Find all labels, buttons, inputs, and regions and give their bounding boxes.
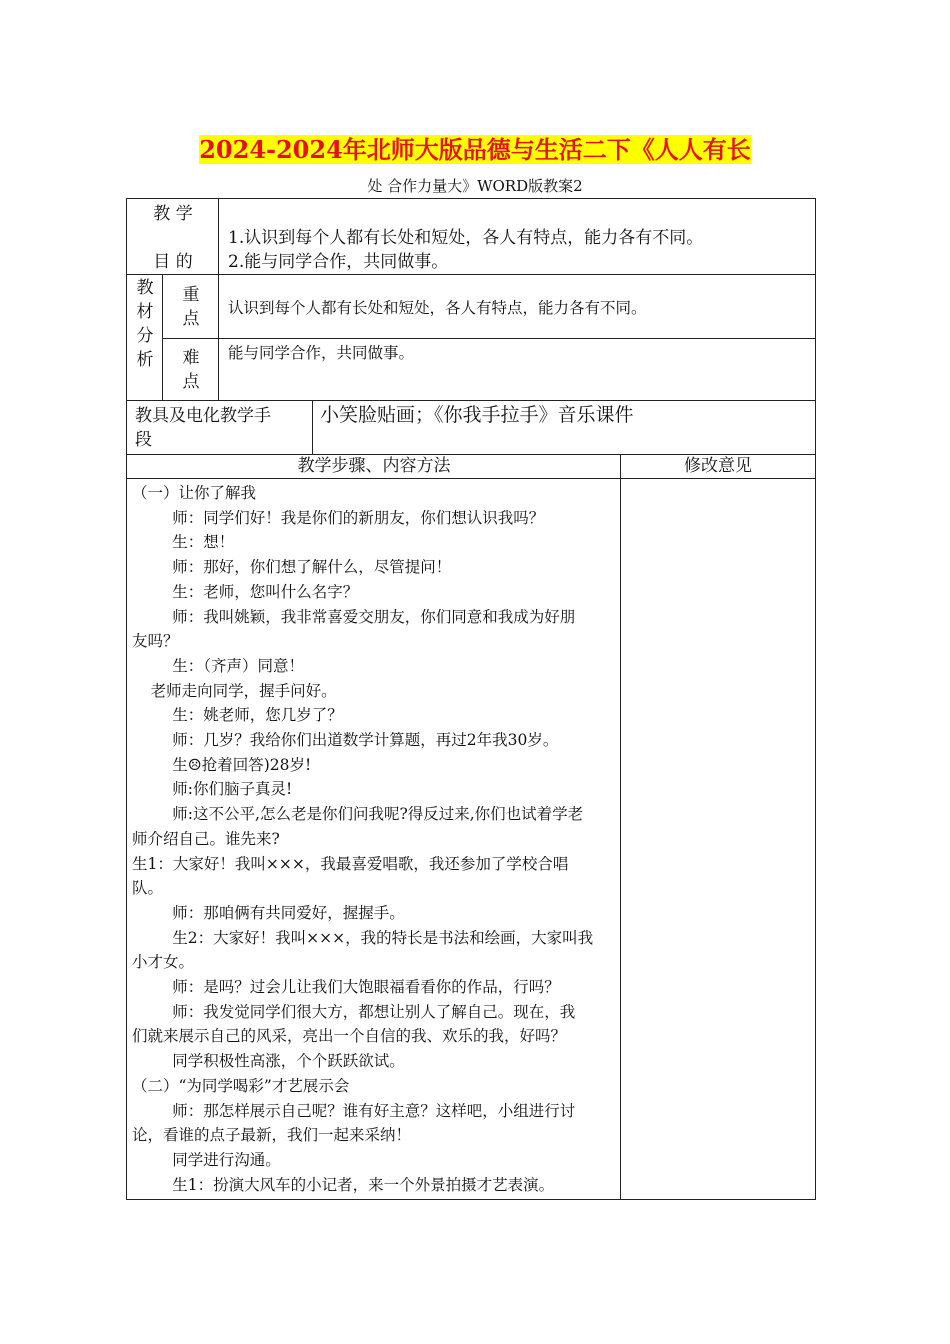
lesson-line: 生1：扮演大风车的小记者，来一个外景拍摄才艺表演。 xyxy=(172,1175,555,1194)
document-title xyxy=(0,134,950,166)
lesson-line: 师:你们脑子真灵! xyxy=(172,780,293,799)
analysis-label-char-3: 分 xyxy=(136,326,154,346)
lesson-line: 生2：大家好！我叫×××，我的特长是书法和绘画，大家叫我 xyxy=(172,928,594,947)
goal-item-1: 1.认识到每个人都有长处和短处，各人有特点，能力各有不同。 xyxy=(228,228,704,248)
lesson-line: （二）“为同学喝彩”才艺展示会 xyxy=(132,1076,350,1095)
lesson-line: 生☹抢着回答)28岁! xyxy=(172,755,312,774)
goal-item-2: 2.能与同学合作，共同做事。 xyxy=(228,252,449,272)
lesson-line: 同学积极性高涨，个个跃跃欲试。 xyxy=(172,1052,405,1071)
lesson-line: （一）让你了解我 xyxy=(132,484,257,502)
analysis-label-char-4: 析 xyxy=(136,350,154,370)
difficulty-label-char-2: 点 xyxy=(182,372,200,392)
lesson-line: 论，看谁的点子最新，我们一起来采纳！ xyxy=(132,1126,412,1145)
lesson-line: 师介绍自己。谁先来? xyxy=(132,829,280,848)
lesson-line: 师：那怎样展示自己呢？谁有好主意？这样吧，小组进行讨 xyxy=(172,1101,576,1120)
analysis-label-char-1: 教 xyxy=(136,278,154,298)
notes-cell xyxy=(622,481,814,1197)
title-line-1: 2024-2024年北师大版品德与生活二下《人人有长 xyxy=(199,135,751,164)
lesson-line: 师：那咱俩有共同爱好，握握手。 xyxy=(172,903,405,922)
key-point-label-char-2: 点 xyxy=(182,309,200,329)
lesson-line: 生：老师，您叫什么名字？ xyxy=(172,582,359,601)
analysis-label xyxy=(127,276,163,372)
lesson-line: 生：想！ xyxy=(172,533,235,552)
lesson-line: 队。 xyxy=(132,879,164,898)
lesson-line: 老师走向同学，握手问好。 xyxy=(150,681,337,700)
difficulty-label xyxy=(163,346,219,394)
steps-header: 教学步骤、内容方法 xyxy=(297,456,451,476)
lesson-line: 同学进行沟通。 xyxy=(172,1150,281,1169)
difficulty-label-char-1: 难 xyxy=(182,348,200,368)
difficulty-text: 能与同学合作，共同做事。 xyxy=(228,344,415,362)
tools-label xyxy=(135,404,315,452)
lesson-line: 师：同学们好！我是你们的新朋友，你们想认识我吗？ xyxy=(172,508,545,527)
lesson-line: 友吗？ xyxy=(132,632,179,651)
lesson-line: 师：是吗？过会儿让我们大饱眼福看看你的作品，行吗？ xyxy=(172,978,560,997)
lesson-line: 师：几岁？我给你们出道数学计算题，再过2年我30岁。 xyxy=(172,731,559,750)
lesson-line: 小才女。 xyxy=(132,953,195,972)
goals-label-bottom: 目 的 xyxy=(153,252,193,272)
tools-label-line-1: 教具及电化教学手 xyxy=(135,406,271,426)
key-point-label xyxy=(163,283,219,331)
lesson-line: 们就来展示自己的风采，亮出一个自信的我、欢乐的我，好吗？ xyxy=(132,1027,567,1046)
lesson-content xyxy=(132,481,616,1197)
tools-label-line-2: 段 xyxy=(135,430,152,450)
lesson-line: 师:这不公平,怎么老是你们问我呢?得反过来,你们也试着学老 xyxy=(172,805,584,824)
lesson-line: 师：我叫姚颖，我非常喜爱交朋友，你们同意和我成为好朋 xyxy=(172,607,576,626)
lesson-line: 师：我发觉同学们很大方，都想让别人了解自己。现在，我 xyxy=(172,1002,576,1021)
notes-header: 修改意见 xyxy=(684,456,752,476)
analysis-label-char-2: 材 xyxy=(136,302,154,322)
key-point-label-char-1: 重 xyxy=(182,285,200,305)
lesson-line: 生：姚老师，您几岁了？ xyxy=(172,706,343,725)
key-point-text: 认识到每个人都有长处和短处，各人有特点，能力各有不同。 xyxy=(228,299,647,317)
tools-text: 小笑脸贴画；《你我手拉手》音乐课件 xyxy=(320,404,634,426)
lesson-line: 生1：大家好！我叫×××，我最喜爱唱歌，我还参加了学校合唱 xyxy=(132,854,569,873)
goals-label-top: 教 学 xyxy=(153,204,193,224)
lesson-line: 生：（齐声）同意！ xyxy=(172,656,305,675)
document-subtitle: 处 合作力量大》WORD版教案2 xyxy=(367,177,583,195)
lesson-line: 师：那好，你们想了解什么，尽管提问！ xyxy=(172,558,452,577)
